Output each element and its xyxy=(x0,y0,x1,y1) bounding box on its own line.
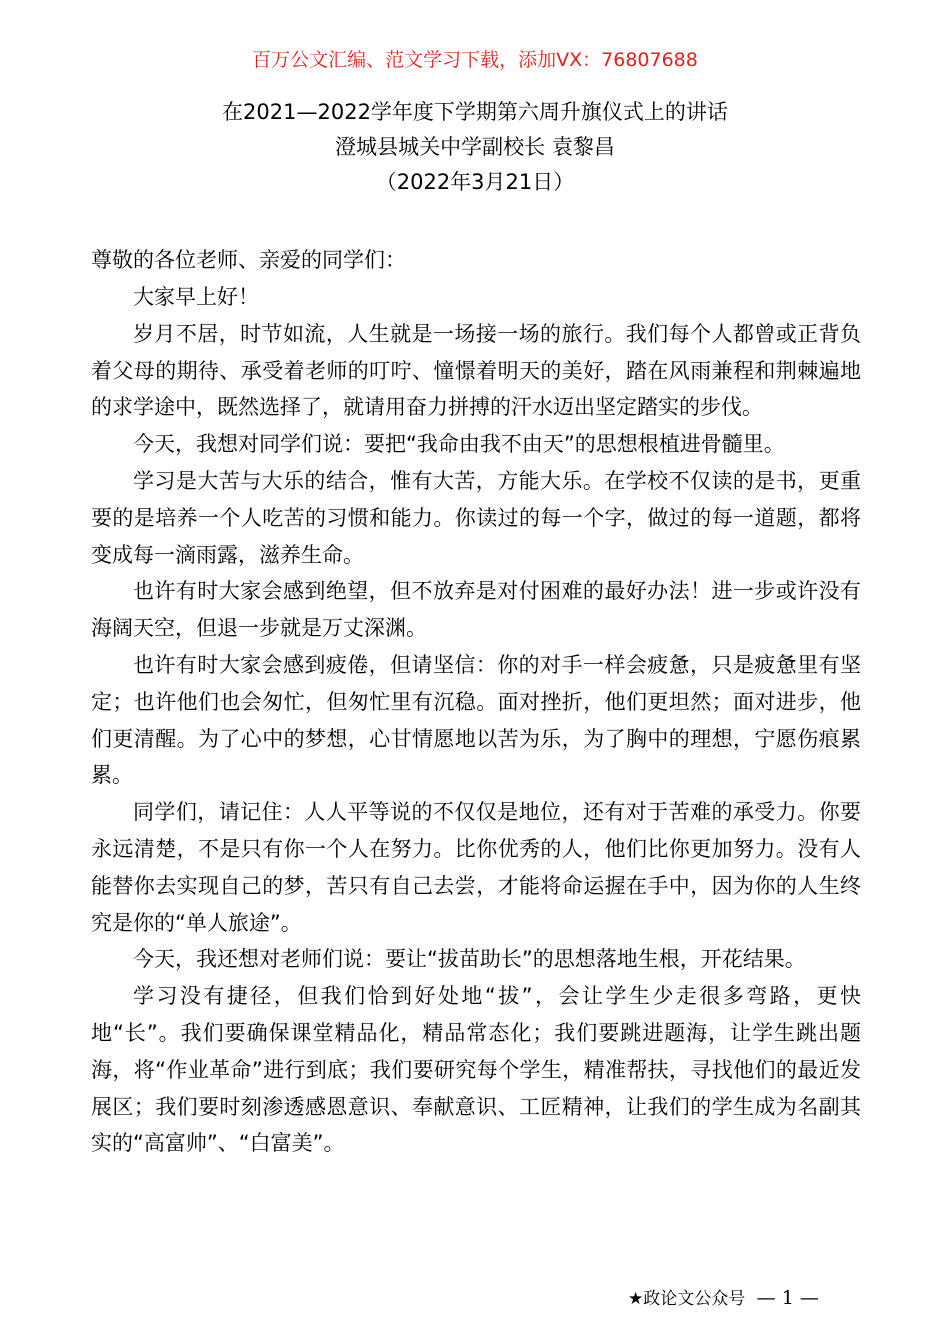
speaker-line: 澄城县城关中学副校长 袁黎昌 xyxy=(335,135,615,159)
paragraph: 也许有时大家会感到绝望，但不放弃是对付困难的最好办法！进一步或许没有海阔天空，但退一步就是万丈深渊。 xyxy=(91,579,861,641)
speech-header xyxy=(0,95,950,200)
salutation: 尊敬的各位老师、亲爱的同学们： xyxy=(91,248,406,272)
paragraph: 也许有时大家会感到疲倦，但请坚信：你的对手一样会疲惫，只是疲惫里有坚定；也许他们也会匆忙，但匆忙里有沉稳。面对挫折，他们更坦然；面对进步，他们更清醒。为了心中的梦想，心甘情愿地以苦为乐，为了胸中的理想，宁愿伤痕累累。 xyxy=(91,652,861,788)
paragraph: 学习是大苦与大乐的结合，惟有大苦，方能大乐。在学校不仅读的是书，更重要的是培养一个人吃苦的习惯和能力。你读过的每一个字，做过的每一道题，都将变成每一滴雨露，滋养生命。 xyxy=(91,468,861,567)
paragraph: 今天，我还想对老师们说：要让“拔苗助长”的思想落地生根，开花结果。 xyxy=(133,947,806,972)
paragraph: 同学们，请记住：人人平等说的不仅仅是地位，还有对于苦难的承受力。你要永远清楚，不是只有你一个人在努力。比你优秀的人，他们比你更加努力。没有人能替你去实现自己的梦，苦只有自己去尝，才能将命运握在手中，因为你的人生终究是你的“单人旅途”。 xyxy=(91,800,861,935)
paragraph: 学习没有捷径，但我们恰到好处地“拔”，会让学生少走很多弯路，更快地“长”。我们要确保课堂精品化，精品常态化；我们要跳进题海，让学生跳出题海，将“作业革命”进行到底；我们要研究每个学生，精准帮扶，寻找他们的最近发展区；我们要时刻渗透感恩意识、奉献意识、工匠精神，让我们的学生成为名副其实的“高富帅”、“白富美”。 xyxy=(91,984,861,1156)
paragraph: 今天，我想对同学们说：要把“我命由我不由天”的思想根植进骨髓里。 xyxy=(133,432,785,457)
page-number: — 1 — xyxy=(756,1287,819,1309)
speech-date: （2022年3月21日） xyxy=(375,170,575,194)
speech-title: 在2021—2022学年度下学期第六周升旗仪式上的讲话 xyxy=(222,100,728,124)
speech-body xyxy=(91,279,861,1162)
paragraph: 大家早上好！ xyxy=(133,285,259,309)
paragraph: 岁月不居，时节如流，人生就是一场接一场的旅行。我们每个人都曾或正背负着父母的期待、承受着老师的叮咛、憧憬着明天的美好，踏在风雨兼程和荆棘遍地的求学途中，既然选择了，就请用奋力拼搏的汗水迈出坚定踏实的步伐。 xyxy=(91,321,861,420)
page-footer xyxy=(628,1286,819,1311)
footer-source: ★政论文公众号 xyxy=(628,1289,746,1309)
download-banner: 百万公文汇编、范文学习下载，添加VX：76807688 xyxy=(252,49,698,71)
